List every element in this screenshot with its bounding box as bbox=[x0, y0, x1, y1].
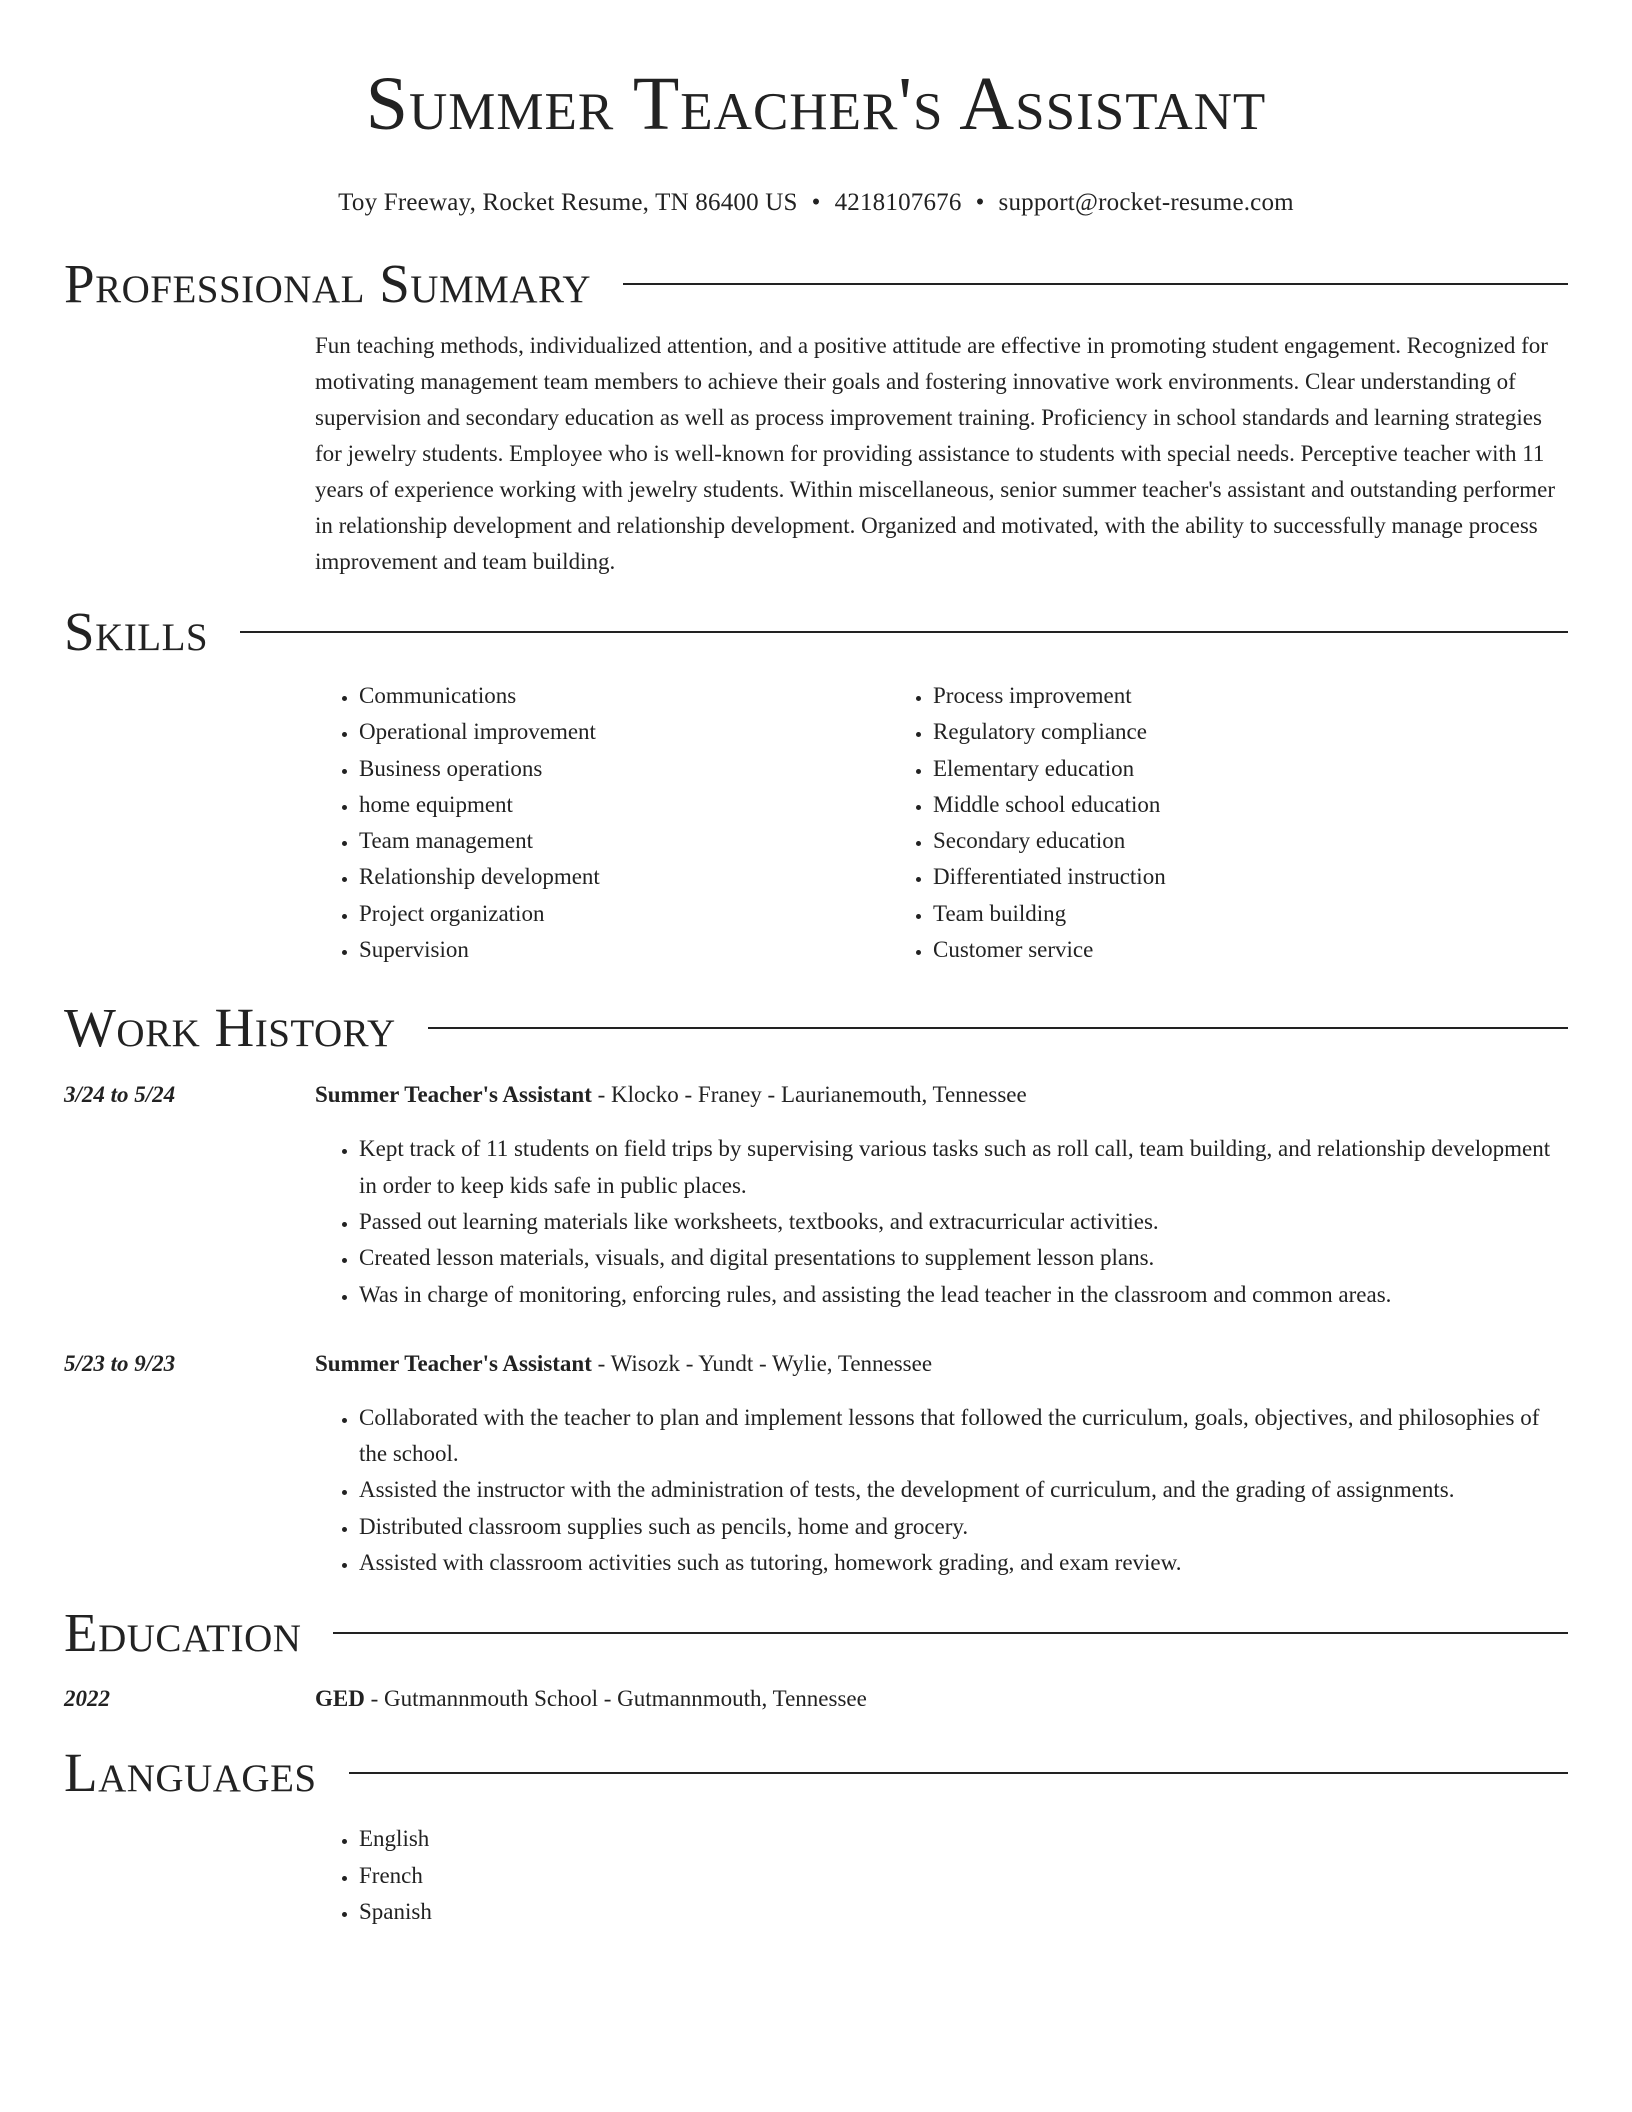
job-details bbox=[315, 1346, 1568, 1581]
skill-item: • Relationship development bbox=[359, 859, 889, 895]
section-divider bbox=[349, 1772, 1568, 1774]
skill-item: • home equipment bbox=[359, 787, 889, 823]
languages-heading: Languages bbox=[64, 1742, 317, 1804]
contact-phone: 4218107676 bbox=[834, 189, 962, 216]
job-bullet: • Assisted with classroom activities such as tutoring, homework grading, and exam review. bbox=[359, 1545, 1568, 1581]
skill-item: • Secondary education bbox=[933, 823, 1166, 859]
languages-section bbox=[64, 1741, 1568, 1930]
job-bullets bbox=[315, 1131, 1568, 1312]
contact-separator: • bbox=[975, 189, 985, 216]
skill-item: • Operational improvement bbox=[359, 714, 889, 750]
section-divider bbox=[428, 1027, 1568, 1029]
section-header bbox=[64, 1601, 1568, 1665]
skill-item: • Differentiated instruction bbox=[933, 859, 1166, 895]
job-details bbox=[315, 1077, 1568, 1312]
skills-list-right bbox=[889, 678, 1166, 968]
job-title: Summer Teacher's Assistant bbox=[315, 1082, 592, 1108]
skill-item: • Business operations bbox=[359, 751, 889, 787]
skills-grid bbox=[315, 678, 1568, 968]
education-degree: GED bbox=[315, 1686, 365, 1712]
job-dates: 5/23 to 9/23 bbox=[64, 1350, 176, 1376]
education-details bbox=[315, 1681, 1568, 1717]
skills-list-left bbox=[315, 678, 889, 968]
summary-heading: Professional Summary bbox=[64, 253, 592, 314]
job-entry bbox=[64, 1077, 1568, 1312]
languages-list bbox=[315, 1821, 1568, 1930]
section-divider bbox=[240, 631, 1568, 633]
contact-address: Toy Freeway, Rocket Resume, TN 86400 US bbox=[338, 189, 798, 216]
candidate-name: Summer Teacher's Assistant bbox=[365, 62, 1267, 146]
education-heading: Education bbox=[64, 1602, 302, 1664]
section-header bbox=[64, 1741, 1568, 1805]
job-bullet: • Passed out learning materials like worksheets, textbooks, and extracurricular activities. bbox=[359, 1204, 1568, 1240]
job-heading bbox=[315, 1346, 1568, 1382]
section-header bbox=[64, 252, 1568, 316]
job-bullet: • Kept track of 11 students on field trips by supervising various tasks such as roll call, team building, and relationship development in order to keep kids safe in public places. bbox=[359, 1131, 1568, 1204]
language-item: • French bbox=[359, 1858, 1568, 1894]
education-entry bbox=[64, 1681, 1568, 1717]
job-bullet: • Assisted the instructor with the administration of tests, the development of curriculum, and the grading of assignments. bbox=[359, 1472, 1568, 1508]
contact-email[interactable]: support@rocket-resume.com bbox=[998, 189, 1294, 216]
job-bullet: • Distributed classroom supplies such as pencils, home and grocery. bbox=[359, 1509, 1568, 1545]
skills-section bbox=[64, 600, 1568, 968]
skill-item: • Team building bbox=[933, 896, 1166, 932]
skill-item: • Regulatory compliance bbox=[933, 714, 1166, 750]
section-divider bbox=[333, 1632, 1568, 1634]
skill-item: • Customer service bbox=[933, 932, 1166, 968]
job-bullets bbox=[315, 1400, 1568, 1581]
job-dates: 3/24 to 5/24 bbox=[64, 1082, 176, 1108]
section-header bbox=[64, 996, 1568, 1060]
job-bullet: • Collaborated with the teacher to plan and implement lessons that followed the curriculum, goals, objectives, and philosophies of the school. bbox=[359, 1400, 1568, 1473]
job-bullet: • Created lesson materials, visuals, and digital presentations to supplement lesson plans. bbox=[359, 1240, 1568, 1276]
skill-item: • Team management bbox=[359, 823, 889, 859]
section-header bbox=[64, 600, 1568, 664]
summary-text: Fun teaching methods, individualized attention, and a positive attitude are effective in promoting student engagement. Recognized for motivating management team members to achieve their goals and fostering innovative work environments. Clear understanding of supervision and secondary education as well as process improvement training. Proficiency in school standards and learning strategies for jewelry students. Employee who is well-known for providing assistance to students with special needs. Perceptive teacher with 11 years of experience working with jewelry students. Within miscellaneous, senior summer teacher's assistant and outstanding performer in relationship development and relationship development. Organized and motivated, with the ability to successfully manage process improvement and team building. bbox=[315, 333, 1555, 574]
skill-item: • Elementary education bbox=[933, 751, 1166, 787]
skill-item: • Project organization bbox=[359, 896, 889, 932]
job-bullet: • Was in charge of monitoring, enforcing rules, and assisting the lead teacher in the classroom and common areas. bbox=[359, 1277, 1568, 1313]
language-item: • English bbox=[359, 1821, 1568, 1857]
summary-section bbox=[64, 252, 1568, 580]
section-divider bbox=[623, 283, 1568, 285]
job-heading bbox=[315, 1077, 1568, 1113]
work-history-heading: Work History bbox=[64, 997, 396, 1059]
education-section bbox=[64, 1601, 1568, 1717]
education-year: 2022 bbox=[64, 1686, 110, 1712]
job-entry bbox=[64, 1346, 1568, 1581]
job-company: - Wisozk - Yundt - Wylie, Tennessee bbox=[591, 1350, 933, 1376]
job-company: - Klocko - Franey - Laurianemouth, Tennessee bbox=[591, 1082, 1027, 1108]
skills-heading: Skills bbox=[64, 601, 209, 662]
skill-item: • Process improvement bbox=[933, 678, 1166, 714]
job-title: Summer Teacher's Assistant bbox=[315, 1350, 592, 1376]
skill-item: • Supervision bbox=[359, 932, 889, 968]
contact-line bbox=[64, 186, 1568, 220]
language-item: • Spanish bbox=[359, 1894, 1568, 1930]
work-history-section bbox=[64, 996, 1568, 1581]
skill-item: • Communications bbox=[359, 678, 889, 714]
contact-separator: • bbox=[811, 189, 821, 216]
education-school: - Gutmannmouth School - Gutmannmouth, Tennessee bbox=[364, 1686, 867, 1712]
skill-item: • Middle school education bbox=[933, 787, 1166, 823]
